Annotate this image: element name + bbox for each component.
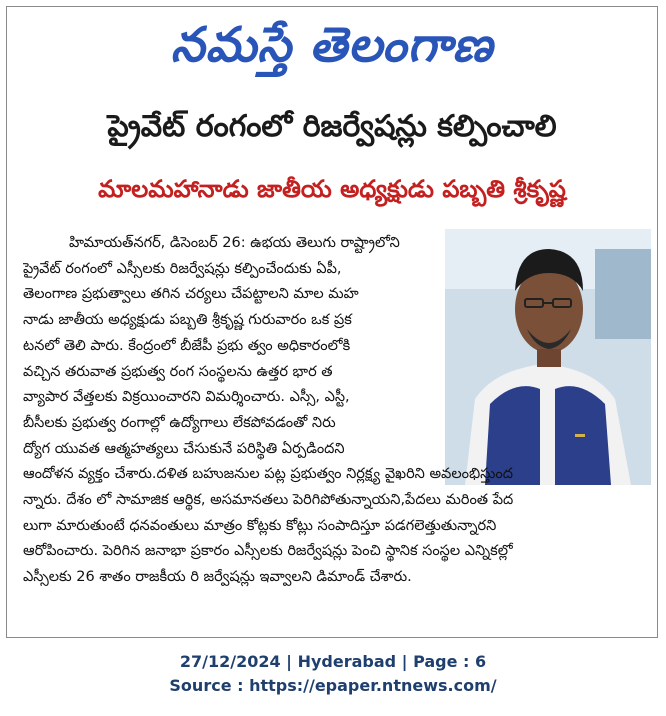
publication-dateline: 27/12/2024 | Hyderabad | Page : 6 [179, 652, 487, 671]
article-subheadline: మాలమహానాడు జాతీయ అధ్యక్షుడు పబ్బతి శ్రీకృష్ణ [98, 175, 566, 203]
article-headline: ప్రైవేట్ రంగంలో రిజర్వేషన్లు కల్పించాలి [107, 109, 557, 144]
article-line: ఎస్సీలకు 26 శాతం రాజకీయ రి జర్వేషన్లు ఇవ్వాలని డిమాండ్ చేశారు. [23, 569, 412, 586]
article-line: న్నారు. దేశం లో సామాజిక ఆర్థిక, అసమానతలు పెరిగిపోతున్నాయని,పేదలు మరింత పేద [23, 492, 514, 509]
article-line: వ్యాపార వేత్తలకు విక్రయించారని విమర్శించారు. ఎస్సీ, ఎస్టీ, [23, 389, 350, 406]
article-line: వచ్చిన తరువాత ప్రభుత్వ రంగ సంస్థలను ఉత్తర భార త [23, 363, 333, 380]
newspaper-masthead: నమస్తే తెలంగాణ [170, 17, 494, 73]
article-line: నాడు జాతీయ అధ్యక్షుడు పబ్బతి శ్రీకృష్ణ గురువారం ఒక ప్రక [23, 312, 352, 329]
article-line: లుగా మారుతుంటే ధనవంతులు మాత్రం కోట్లకు కోట్లు సంపాదిస్తూ పడగలెత్తుతున్నారని [23, 517, 497, 534]
article-line: తెలంగాణ ప్రభుత్వాలు తగిన చర్యలు చేపట్టాలని మాల మహ [23, 286, 359, 303]
article-line: ప్రైవేట్ రంగంలో ఎస్సీలకు రిజర్వేషన్లు కల్పించేందుకు ఏపీ, [23, 260, 342, 277]
article-line: ఆందోళన వ్యక్తం చేశారు.దళిత బహుజనుల పట్ల ప్రభుత్వం నిర్లక్ష్య వైఖరిని అవలంభిస్తుంద [23, 466, 513, 483]
article-body [23, 231, 645, 591]
article-line: బీసీలకు ప్రభుత్వ రంగాల్లో ఉద్యోగాలు లేకపోవడంతో నిరు [23, 414, 336, 431]
article-line: హిమాయత్‌నగర్, డిసెంబర్ 26: ఉభయ తెలుగు రాష్ట్రాలోని [69, 235, 400, 251]
article-line: టనలో తెలి పారు. కేంద్రంలో బీజేపీ ప్రభు త్వం అధికారంలోకి [23, 337, 351, 354]
newspaper-clipping [6, 6, 658, 638]
source-link[interactable]: Source : https://epaper.ntnews.com/ [169, 676, 497, 695]
article-line: ఆరోపించారు. పెరిగిన జనాభా ప్రకారం ఎస్సీలకు రిజర్వేషన్లు పెంచి స్థానిక సంస్థల ఎన్నికల్లో [23, 543, 513, 560]
article-line: ద్యోగ యువత ఆత్మహత్యలు చేసుకునే పరిస్థితి ఏర్పడిందని [23, 440, 345, 457]
